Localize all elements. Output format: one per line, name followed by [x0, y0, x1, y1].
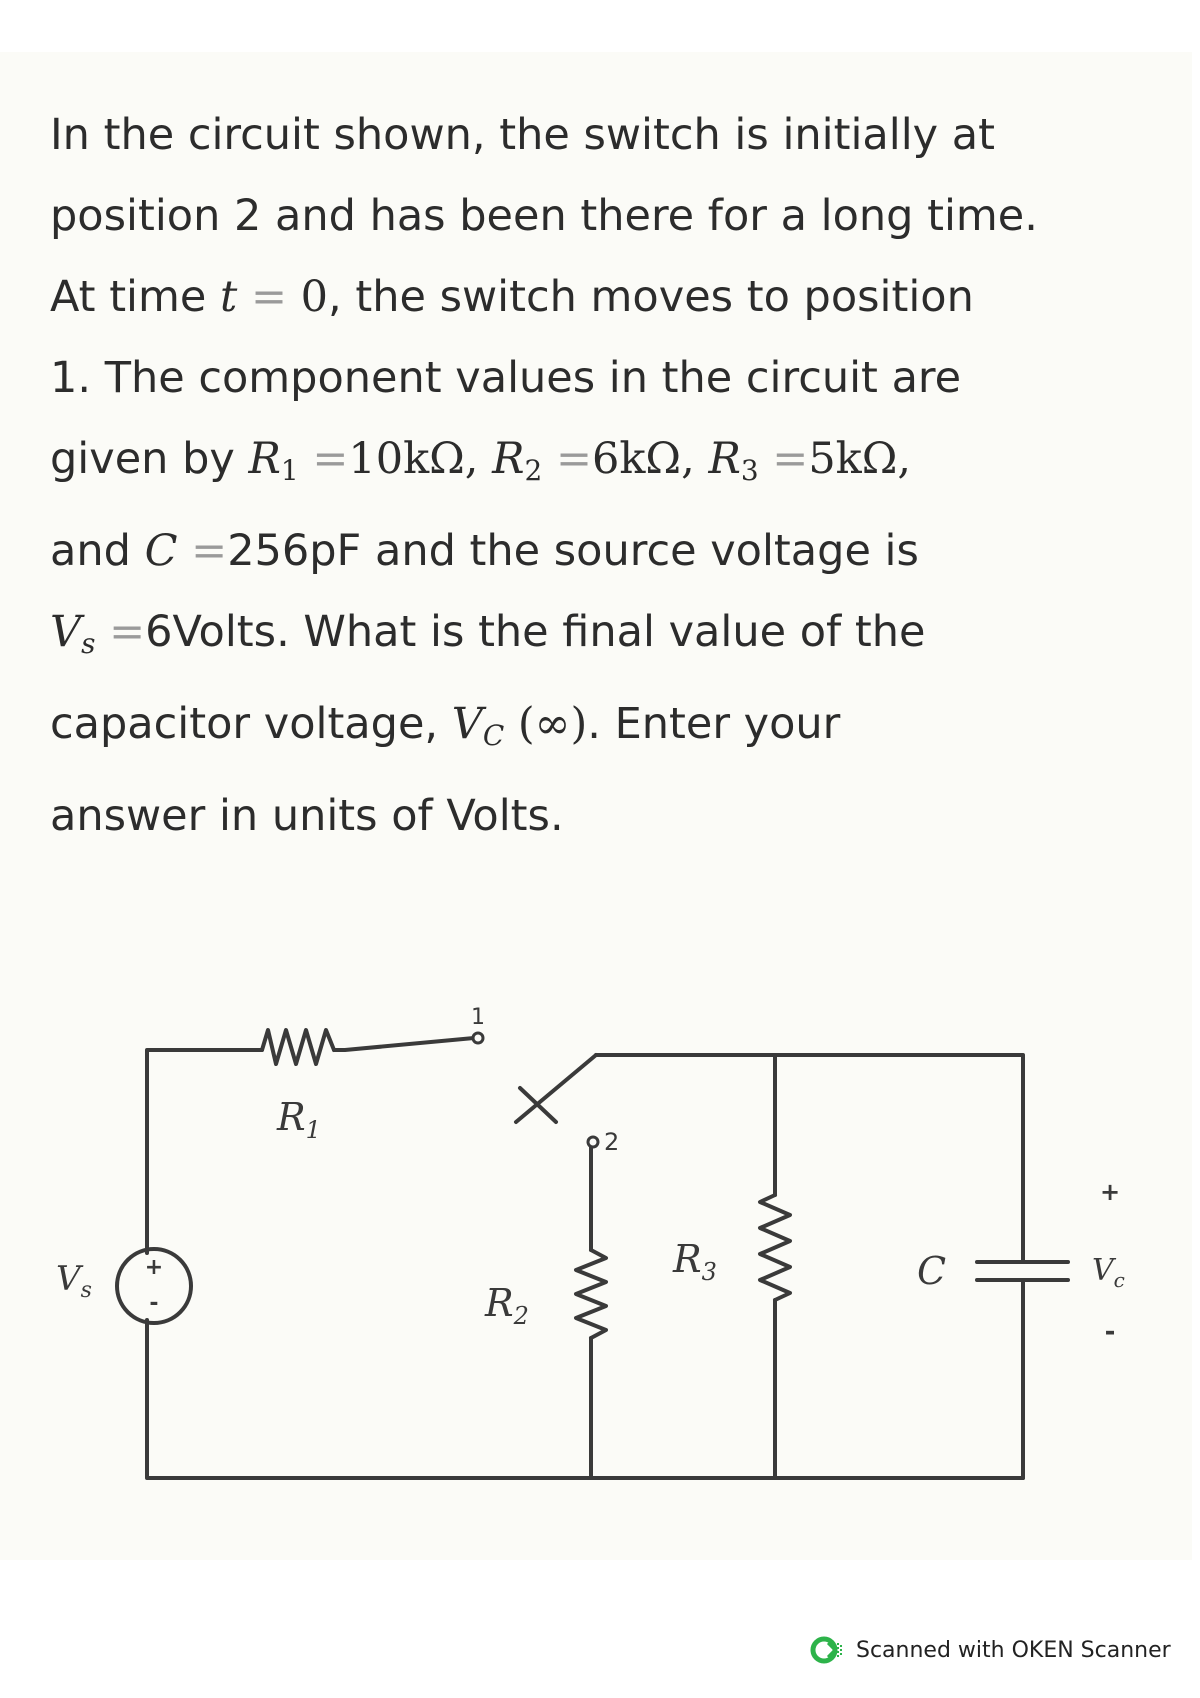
vc-plus-sign: +	[1099, 1178, 1121, 1206]
r1-label-subscript: 1	[305, 1116, 321, 1144]
math-comma: ,	[464, 434, 493, 484]
capacitor-voltage-label	[1092, 1253, 1125, 1292]
switch-terminal-1	[473, 1033, 483, 1043]
resistor-r2	[576, 1250, 606, 1338]
scanner-footer	[810, 1636, 1171, 1664]
capacitance-value: 256pF	[227, 525, 362, 576]
r3-label-letter: R	[673, 1237, 702, 1281]
resistor-r3	[760, 1195, 790, 1300]
r2-label-subscript: 2	[513, 1302, 529, 1330]
math-equals: =	[298, 434, 349, 484]
math-variable-t: t	[220, 272, 238, 322]
math-equals: =	[542, 434, 593, 484]
math-r2-subscript: 2	[524, 453, 543, 487]
capacitor-label: C	[917, 1249, 947, 1293]
math-r2-symbol: R	[492, 434, 525, 484]
r3-label-subscript: 3	[701, 1258, 717, 1286]
text-fragment: given by	[50, 434, 249, 484]
wire-bottom	[147, 1320, 1023, 1478]
math-r3-value: 5kΩ	[808, 434, 898, 484]
math-c-symbol: C	[144, 525, 178, 576]
source-voltage-value: 6Volts	[145, 606, 277, 657]
switch-terminal-2	[588, 1137, 598, 1147]
wire-left-top	[147, 1050, 262, 1253]
text-fragment: and	[50, 525, 145, 576]
source-minus-sign: -	[149, 1291, 159, 1316]
vs-label-subscript: s	[80, 1278, 92, 1303]
wire-top-right	[596, 1055, 1023, 1215]
r3-label	[672, 1237, 717, 1286]
vc-label-subscript: c	[1113, 1268, 1125, 1292]
math-zero: 0	[300, 272, 329, 322]
source-voltage-label	[56, 1259, 92, 1303]
math-equals: =	[758, 434, 809, 484]
wire-r1-to-switch	[334, 1038, 474, 1050]
switch-position-2-label: 2	[604, 1128, 620, 1156]
math-equals: =	[237, 272, 301, 322]
text-fragment: , the switch moves to position	[328, 272, 974, 322]
math-r1-value: 10kΩ	[348, 434, 465, 484]
math-r1-symbol: R	[248, 434, 281, 484]
math-vs-symbol: V	[50, 606, 82, 657]
switch-arm	[516, 1055, 596, 1122]
math-vc-subscript: C	[482, 718, 505, 752]
text-fragment: At time	[50, 272, 221, 322]
vc-minus-sign: -	[1104, 1317, 1116, 1347]
scanner-watermark-text: Scanned with OKEN Scanner	[856, 1637, 1171, 1663]
math-vs-subscript: s	[81, 626, 96, 660]
vc-label-letter: V	[1092, 1253, 1114, 1288]
text-fragment: . What is the final value of the	[276, 606, 926, 657]
math-r3-symbol: R	[708, 434, 741, 484]
math-equals: =	[95, 606, 146, 657]
vs-label-letter: V	[56, 1259, 81, 1299]
r1-label	[276, 1095, 321, 1144]
math-vc-symbol: V	[451, 698, 483, 749]
r2-label	[484, 1281, 529, 1330]
text-fragment: and the source voltage is	[361, 525, 919, 576]
resistor-r1	[262, 1030, 334, 1064]
question-line-1: In the circuit shown, the switch is initially at	[50, 110, 995, 160]
math-equals: =	[177, 525, 228, 576]
r2-label-letter: R	[485, 1281, 514, 1325]
text-fragment: . Enter your	[587, 698, 841, 749]
math-infinity-argument: (∞)	[517, 698, 588, 749]
math-comma: ,	[681, 434, 709, 484]
r1-label-letter: R	[277, 1095, 306, 1139]
question-line-4: 1. The component values in the circuit are	[50, 353, 962, 403]
source-plus-sign: +	[144, 1255, 164, 1280]
question-line-2: position 2 and has been there for a long time.	[50, 191, 1038, 241]
math-comma: ,	[897, 434, 912, 484]
math-r3-subscript: 3	[740, 453, 759, 487]
question-line-9: answer in units of Volts.	[50, 790, 564, 841]
switch-position-1-label: 1	[471, 1005, 485, 1030]
text-fragment: capacitor voltage,	[50, 698, 452, 749]
math-r1-subscript: 1	[280, 453, 299, 487]
oken-scanner-logo-icon	[810, 1636, 846, 1664]
math-r2-value: 6kΩ	[592, 434, 682, 484]
